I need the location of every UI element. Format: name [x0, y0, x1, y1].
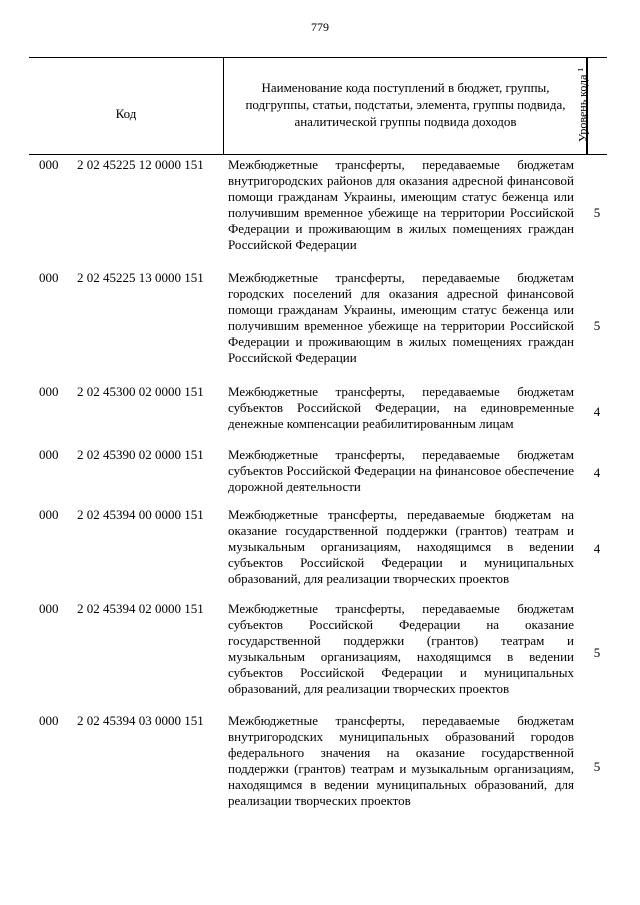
row-level: 4 — [593, 541, 601, 556]
row-admin-code: 000 — [39, 270, 59, 285]
header-level-label: Уровень кода ¹ — [575, 67, 590, 143]
row-description: Межбюджетные трансферты, передаваемые бюджетам городских поселений для оказания адресной финансовой помощи гражданам Украины, имеющим статус беженца или получившим временное убежище на территории Российской Федерации и проживающим в жилых помещениях граждан Российской Федерации — [228, 270, 574, 365]
row-admin-code: 000 — [39, 157, 59, 172]
row-budget-code: 2 02 45225 12 0000 151 — [77, 157, 204, 172]
table-header — [29, 57, 607, 155]
row-admin-code: 000 — [39, 507, 59, 522]
row-admin-code: 000 — [39, 447, 59, 462]
row-admin-code: 000 — [39, 713, 59, 728]
page-number: 779 — [311, 20, 329, 34]
row-level: 4 — [593, 465, 601, 480]
row-budget-code: 2 02 45394 02 0000 151 — [77, 601, 204, 616]
row-description: Межбюджетные трансферты, передаваемые бюджетам на оказание государственной поддержки (грантов) театрам и музыкальным организациям, находящимся в ведении субъектов Российской Федерации и муниципальных образований, для реализации творческих проектов — [228, 507, 574, 586]
row-budget-code: 2 02 45300 02 0000 151 — [77, 384, 204, 399]
row-budget-code: 2 02 45225 13 0000 151 — [77, 270, 204, 285]
row-description: Межбюджетные трансферты, передаваемые бюджетам субъектов Российской Федерации на финансовое обеспечение дорожной деятельности — [228, 447, 574, 494]
row-description: Межбюджетные трансферты, передаваемые бюджетам внутригородских районов для оказания адресной финансовой помощи гражданам Украины, имеющим статус беженца или получившим временное убежище на территории Российской Федерации и проживающим в жилых помещениях граждан Российской Федерации — [228, 157, 574, 252]
row-level: 5 — [593, 759, 601, 774]
header-level — [559, 57, 607, 153]
row-budget-code: 2 02 45394 03 0000 151 — [77, 713, 204, 728]
row-admin-code: 000 — [39, 601, 59, 616]
row-description: Межбюджетные трансферты, передаваемые бюджетам субъектов Российской Федерации на оказание государственной поддержки (грантов) театрам и музыкальным организациям, находящимся в ведении субъектов Российской Федерации и муниципальных образований, для реализации творческих проектов — [228, 601, 574, 696]
row-budget-code: 2 02 45390 02 0000 151 — [77, 447, 204, 462]
row-admin-code: 000 — [39, 384, 59, 399]
row-description: Межбюджетные трансферты, передаваемые бюджетам субъектов Российской Федерации, на единовременные денежные компенсации реабилитированным лицам — [228, 384, 574, 431]
row-budget-code: 2 02 45394 00 0000 151 — [77, 507, 204, 522]
row-level: 5 — [593, 205, 601, 220]
row-description: Межбюджетные трансферты, передаваемые бюджетам внутригородских муниципальных образований городов федерального значения на оказание государственной поддержки (грантов) театрам и музыкальным организациям, находящимся в ведении муниципальных образований, для реализации творческих проектов — [228, 713, 574, 808]
row-level: 4 — [593, 404, 601, 419]
row-level: 5 — [593, 645, 601, 660]
header-code: Код — [29, 58, 224, 154]
row-level: 5 — [593, 318, 601, 333]
header-name: Наименование кода поступлений в бюджет, группы, подгруппы, статьи, подстатьи, элемента, группы подвида, аналитической группы подвида доходов — [225, 58, 587, 154]
